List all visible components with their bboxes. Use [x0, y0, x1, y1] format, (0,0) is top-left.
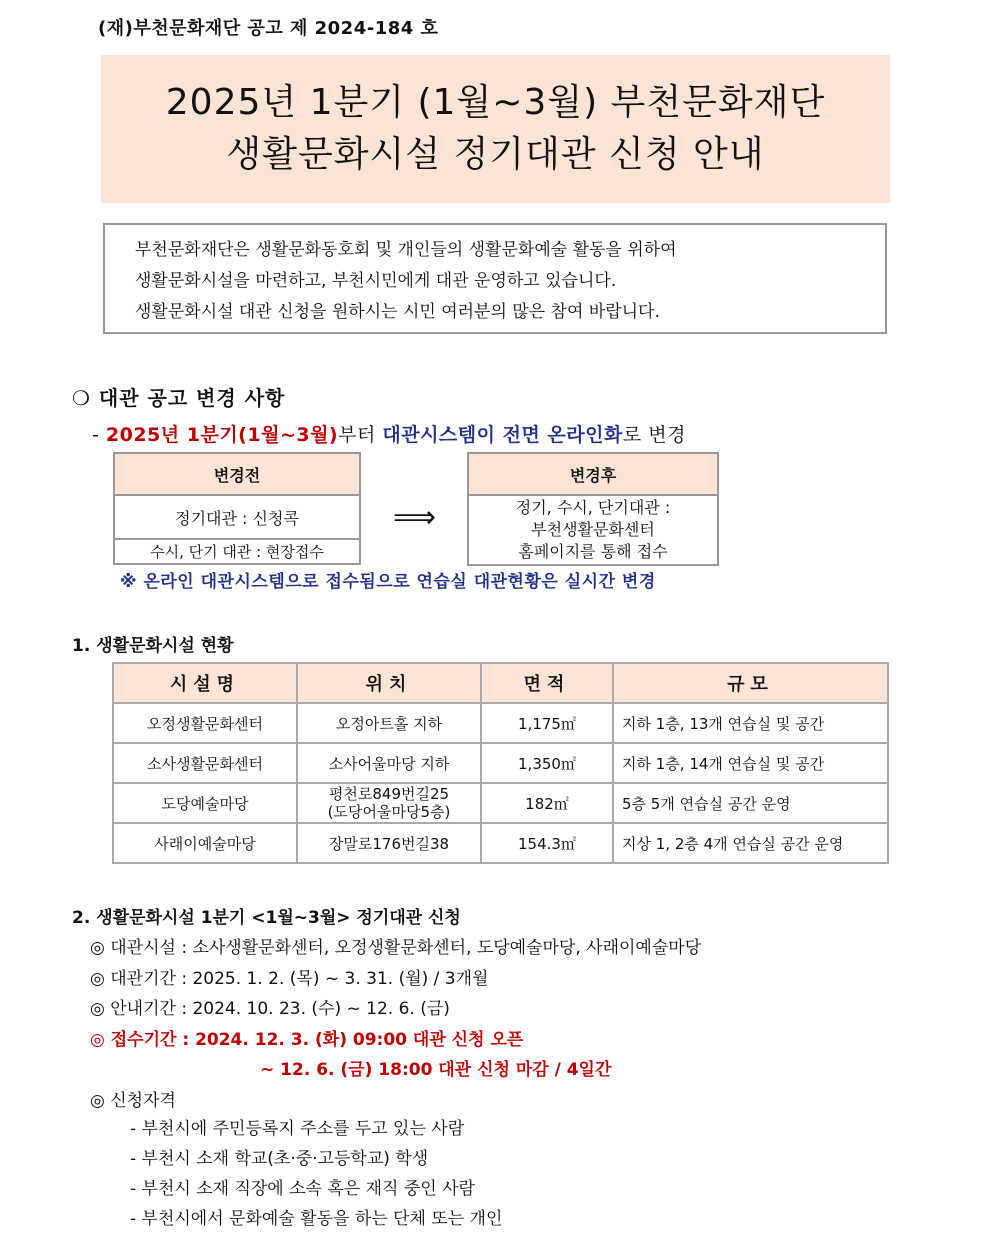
facility-location: 오정아트홀 지하	[297, 703, 481, 743]
facilities-table	[112, 662, 889, 864]
receipt-period-2: ~ 12. 6. (금) 18:00 대관 신청 마감 / 4일간	[260, 1060, 612, 1080]
online-note: ※ 온라인 대관시스템으로 접수됨으로 연습실 대관현황은 실시간 변경	[120, 572, 656, 592]
title-banner	[101, 55, 890, 203]
table-row	[113, 783, 888, 823]
facility-name: 사래이예술마당	[113, 823, 297, 863]
after-header: 변경후	[468, 453, 718, 495]
facility-scale: 5층 5개 연습실 공간 운영	[613, 783, 888, 823]
facility-area: 182㎡	[481, 783, 613, 823]
facilities-heading: 1. 생활문화시설 현황	[72, 636, 234, 656]
change-dash: -	[92, 424, 106, 446]
rental-period: ◎ 대관기간 : 2025. 1. 2. (목) ~ 3. 31. (월) / 3개월	[90, 968, 489, 989]
facility-name: 오정생활문화센터	[113, 703, 297, 743]
col-name: 시설명	[113, 663, 297, 703]
facility-area: 1,175㎡	[481, 703, 613, 743]
title-line-1: 2025년 1분기 (1월~3월) 부천문화재단	[165, 82, 826, 123]
change-online: 대관시스템이 전면 온라인화	[382, 424, 623, 446]
title-line-2: 생활문화시설 정기대관 신청 안내	[226, 134, 765, 175]
before-table	[113, 452, 361, 565]
facility-location: 장말로176번길38	[297, 823, 481, 863]
after-line-2: 부천생활문화센터	[531, 520, 655, 539]
col-area: 면적	[481, 663, 613, 703]
application-info	[90, 933, 701, 1116]
col-scale: 규모	[613, 663, 888, 703]
intro-line-1: 부천문화재단은 생활문화동호회 및 개인들의 생활문화예술 활동을 위하여	[135, 240, 677, 260]
circle-bullet-icon: ❍	[72, 386, 91, 410]
facility-location	[297, 783, 481, 823]
after-body	[468, 495, 718, 565]
arrow-icon: ⟹	[393, 500, 437, 535]
rental-facilities: ◎ 대관시설 : 소사생활문화센터, 오정생활문화센터, 도당예술마당, 사래이예술마당	[90, 938, 702, 958]
change-end: 로 변경	[622, 424, 686, 446]
table-row	[113, 743, 888, 783]
qualification-list	[130, 1114, 502, 1234]
facility-name: 도당예술마당	[113, 783, 297, 823]
facility-location: 소사어울마당 지하	[297, 743, 481, 783]
facility-location-line-1: 평천로849번길25	[328, 785, 450, 803]
before-header: 변경전	[114, 453, 360, 495]
notice-number: (재)부천문화재단 공고 제 2024-184 호	[98, 18, 439, 39]
facility-scale: 지상 1, 2층 4개 연습실 공간 운영	[613, 823, 888, 863]
change-heading-text: 대관 공고 변경 사항	[98, 386, 286, 410]
after-table	[467, 452, 719, 566]
facility-area: 1,350㎡	[481, 743, 613, 783]
change-section-heading	[72, 382, 285, 411]
col-location: 위치	[297, 663, 481, 703]
list-item: - 부천시에서 문화예술 활동을 하는 단체 또는 개인	[130, 1209, 503, 1229]
list-item: - 부천시 소재 학교(초·중·고등학교) 학생	[130, 1149, 429, 1169]
change-summary	[92, 420, 686, 447]
before-row-2: 수시, 단기 대관 : 현장접수	[114, 539, 360, 564]
application-heading: 2. 생활문화시설 1분기 <1월~3월> 정기대관 신청	[72, 908, 461, 928]
list-item: - 부천시 소재 직장에 소속 혹은 재직 중인 사람	[130, 1179, 475, 1199]
table-row	[113, 703, 888, 743]
before-row-1: 정기대관 : 신청콕	[114, 495, 360, 539]
facility-area: 154.3㎡	[481, 823, 613, 863]
list-item: - 부천시에 주민등록지 주소를 두고 있는 사람	[130, 1119, 465, 1139]
facility-location-line-2: (도당어울마당5층)	[327, 803, 451, 821]
qualification-heading: ◎ 신청자격	[90, 1090, 176, 1111]
intro-line-3: 생활문화시설 대관 신청을 원하시는 시민 여러분의 많은 참여 바랍니다.	[135, 302, 660, 322]
change-period: 2025년 1분기(1월~3월)	[105, 424, 339, 446]
after-line-3: 홈페이지를 통해 접수	[518, 542, 668, 561]
table-row	[113, 823, 888, 863]
change-mid: 부터	[338, 424, 383, 446]
intro-box	[103, 223, 887, 334]
facility-scale: 지하 1층, 13개 연습실 및 공간	[613, 703, 888, 743]
facility-name: 소사생활문화센터	[113, 743, 297, 783]
after-line-1: 정기, 수시, 단기대관 :	[515, 498, 671, 517]
intro-line-2: 생활문화시설을 마련하고, 부천시민에게 대관 운영하고 있습니다.	[135, 271, 617, 291]
guide-period: ◎ 안내기간 : 2024. 10. 23. (수) ~ 12. 6. (금)	[90, 999, 450, 1019]
facilities-header-row	[113, 663, 888, 703]
receipt-period-1: ◎ 접수기간 : 2024. 12. 3. (화) 09:00 대관 신청 오픈	[90, 1029, 524, 1050]
facility-scale: 지하 1층, 14개 연습실 및 공간	[613, 743, 888, 783]
